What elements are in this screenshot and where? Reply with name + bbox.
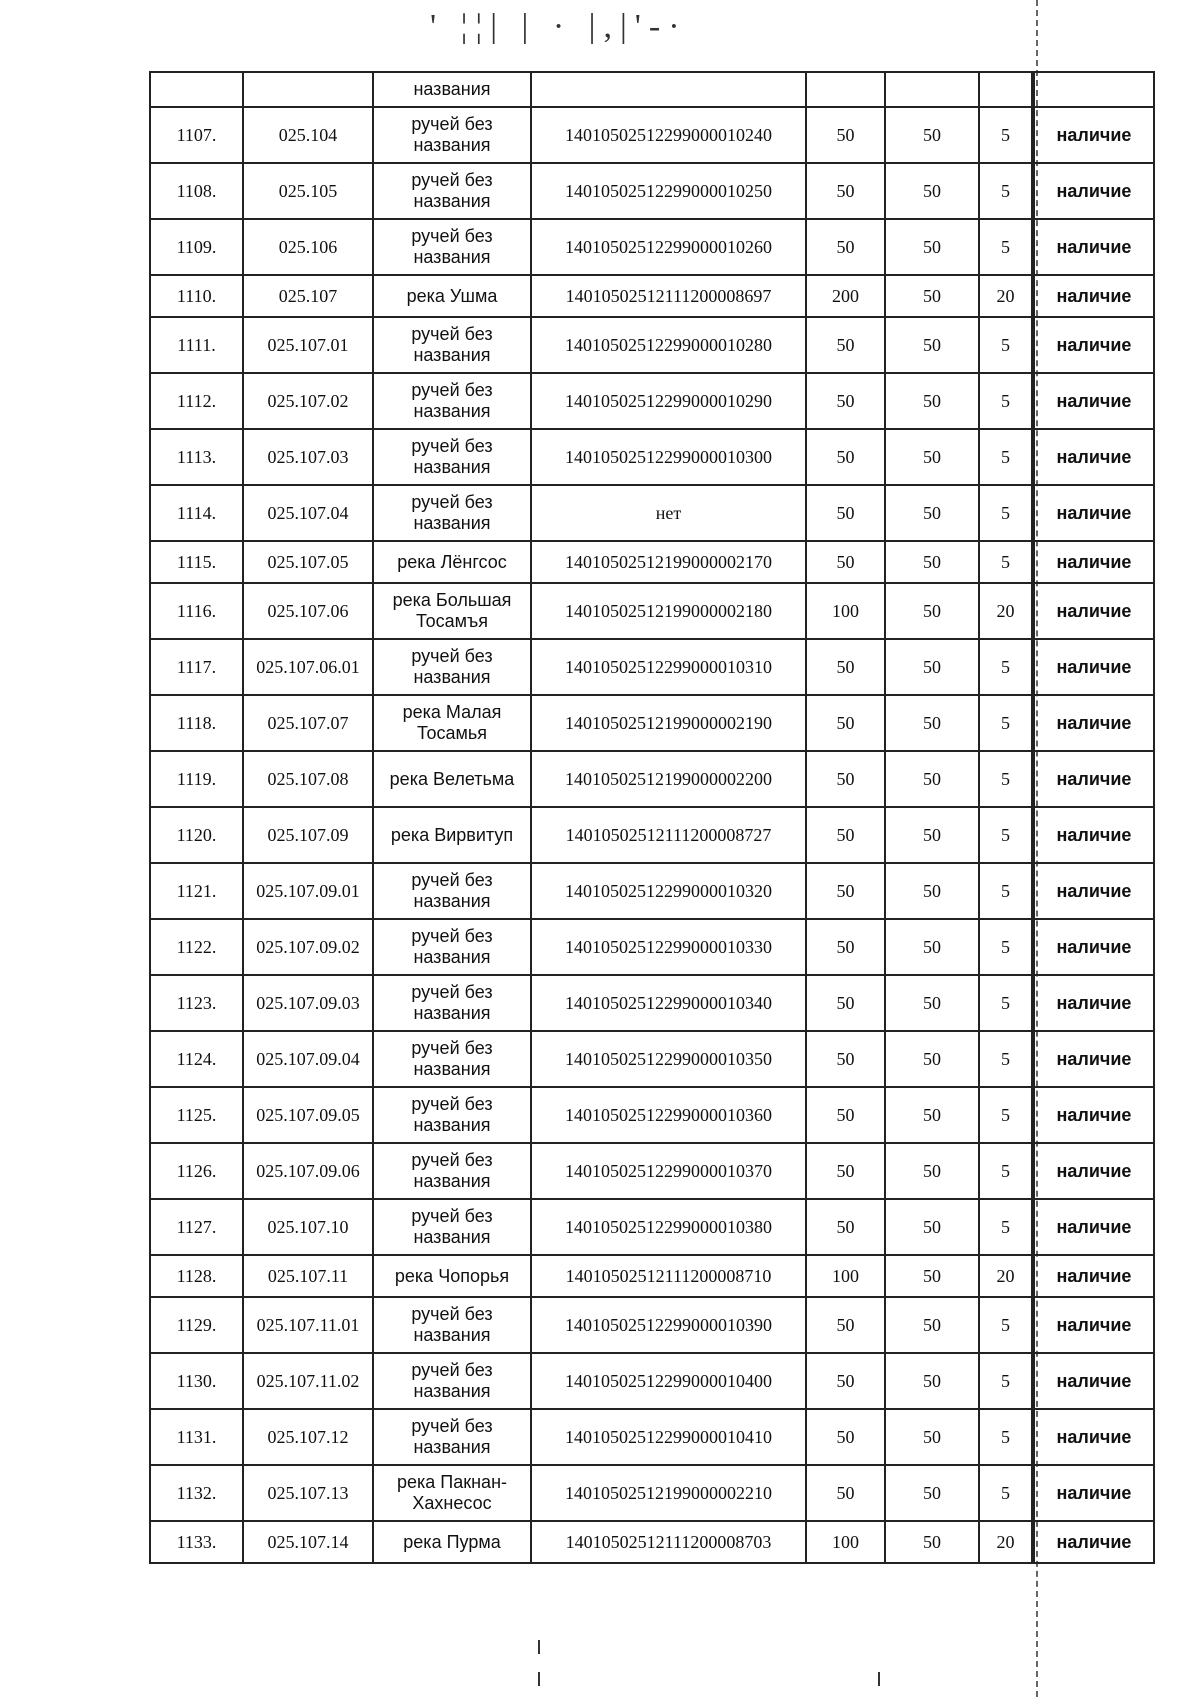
cell-id: 14010502512299000010340 xyxy=(531,975,806,1031)
cell-id: 14010502512299000010260 xyxy=(531,219,806,275)
cell-number: 1112. xyxy=(150,373,243,429)
table-row-continued xyxy=(150,72,1154,107)
cell-code: 025.107.06 xyxy=(243,583,373,639)
cell-number: 1110. xyxy=(150,275,243,317)
cell-name: река Большая Тосамъя xyxy=(373,583,531,639)
cell-value-2: 50 xyxy=(885,1465,979,1521)
cell-value-3: 5 xyxy=(979,107,1033,163)
cell-status: наличие xyxy=(1033,1255,1154,1297)
cell-code: 025.107.08 xyxy=(243,751,373,807)
cell-value-3: 20 xyxy=(979,1521,1033,1563)
cell-id: 14010502512199000002190 xyxy=(531,695,806,751)
cell-status: наличие xyxy=(1033,807,1154,863)
cell-name: река Пурма xyxy=(373,1521,531,1563)
cell-value-2: 50 xyxy=(885,695,979,751)
cell-value-2: 50 xyxy=(885,863,979,919)
cell-value-2: 50 xyxy=(885,275,979,317)
cell-number: 1123. xyxy=(150,975,243,1031)
table-row xyxy=(150,373,1154,429)
cell-number: 1129. xyxy=(150,1297,243,1353)
table-row xyxy=(150,1087,1154,1143)
cell-id: 14010502512299000010290 xyxy=(531,373,806,429)
cell-value-1: 200 xyxy=(806,275,885,317)
cell-value-1: 50 xyxy=(806,863,885,919)
cell-number: 1124. xyxy=(150,1031,243,1087)
table-row xyxy=(150,107,1154,163)
cell-name: река Пакнан-Хахнесос xyxy=(373,1465,531,1521)
cell-status: наличие xyxy=(1033,751,1154,807)
cell-name: ручей без названия xyxy=(373,1143,531,1199)
cell-value-2: 50 xyxy=(885,1255,979,1297)
cell-id: 14010502512299000010330 xyxy=(531,919,806,975)
cell-name: ручей без названия xyxy=(373,107,531,163)
cell-name: ручей без названия xyxy=(373,919,531,975)
cell-id: 14010502512299000010300 xyxy=(531,429,806,485)
table-row xyxy=(150,919,1154,975)
cell-status: наличие xyxy=(1033,1353,1154,1409)
cell-value-1: 50 xyxy=(806,1353,885,1409)
cell-value-3: 5 xyxy=(979,695,1033,751)
cell-value-3: 5 xyxy=(979,807,1033,863)
cell-status: наличие xyxy=(1033,485,1154,541)
cell-number: 1121. xyxy=(150,863,243,919)
cell-status: наличие xyxy=(1033,1143,1154,1199)
cell-value-2: 50 xyxy=(885,1031,979,1087)
cell-value-2: 50 xyxy=(885,1521,979,1563)
cell-value-2: 50 xyxy=(885,583,979,639)
cell-number: 1116. xyxy=(150,583,243,639)
cell-status: наличие xyxy=(1033,1031,1154,1087)
cell-status: наличие xyxy=(1033,639,1154,695)
cell-value-2: 50 xyxy=(885,751,979,807)
cell-value-3: 5 xyxy=(979,1409,1033,1465)
cell-value-2: 50 xyxy=(885,1409,979,1465)
cell-number: 1133. xyxy=(150,1521,243,1563)
cell-code: 025.107 xyxy=(243,275,373,317)
cell-value-2: 50 xyxy=(885,163,979,219)
cell-value-3: 5 xyxy=(979,541,1033,583)
cell-code: 025.107.11.02 xyxy=(243,1353,373,1409)
table-row xyxy=(150,1465,1154,1521)
cell-name: ручей без названия xyxy=(373,163,531,219)
cell-value-1: 100 xyxy=(806,1255,885,1297)
cell-value-3: 5 xyxy=(979,317,1033,373)
cell-id: 14010502512299000010310 xyxy=(531,639,806,695)
cell-code: 025.104 xyxy=(243,107,373,163)
cell-value-1: 50 xyxy=(806,1199,885,1255)
cell-status: наличие xyxy=(1033,541,1154,583)
cell-name: ручей без названия xyxy=(373,1353,531,1409)
cell-name: река Вирвитуп xyxy=(373,807,531,863)
cell-number: 1111. xyxy=(150,317,243,373)
table-row xyxy=(150,1297,1154,1353)
cell-value-3 xyxy=(979,72,1033,107)
table-body xyxy=(150,72,1154,1563)
cell-number: 1114. xyxy=(150,485,243,541)
cell-value-1: 50 xyxy=(806,373,885,429)
cell-number: 1122. xyxy=(150,919,243,975)
cell-name: ручей без названия xyxy=(373,219,531,275)
cell-code xyxy=(243,72,373,107)
cell-value-1: 50 xyxy=(806,1465,885,1521)
cell-value-3: 5 xyxy=(979,373,1033,429)
cell-value-3: 20 xyxy=(979,1255,1033,1297)
table-row xyxy=(150,1409,1154,1465)
cell-name: ручей без названия xyxy=(373,639,531,695)
cell-value-1: 50 xyxy=(806,639,885,695)
cell-name: ручей без названия xyxy=(373,1087,531,1143)
cell-name: ручей без названия xyxy=(373,1409,531,1465)
cell-code: 025.107.01 xyxy=(243,317,373,373)
cell-value-1: 50 xyxy=(806,1031,885,1087)
cell-id: 14010502512299000010240 xyxy=(531,107,806,163)
cell-name: ручей без названия xyxy=(373,863,531,919)
cell-code: 025.107.11 xyxy=(243,1255,373,1297)
cell-value-2: 50 xyxy=(885,1353,979,1409)
cell-value-2: 50 xyxy=(885,485,979,541)
cell-number: 1125. xyxy=(150,1087,243,1143)
cell-name: ручей без названия xyxy=(373,373,531,429)
cell-status: наличие xyxy=(1033,863,1154,919)
cell-value-2: 50 xyxy=(885,1087,979,1143)
scan-mark xyxy=(538,1672,540,1686)
cell-value-1 xyxy=(806,72,885,107)
cell-name: река Лёнгсос xyxy=(373,541,531,583)
table-row xyxy=(150,317,1154,373)
cell-code: 025.107.10 xyxy=(243,1199,373,1255)
table-row xyxy=(150,219,1154,275)
cell-code: 025.107.07 xyxy=(243,695,373,751)
cell-value-3: 5 xyxy=(979,1199,1033,1255)
cell-value-3: 5 xyxy=(979,163,1033,219)
cell-id: 14010502512299000010250 xyxy=(531,163,806,219)
scan-mark xyxy=(878,1672,880,1686)
cell-value-1: 50 xyxy=(806,975,885,1031)
cell-code: 025.107.14 xyxy=(243,1521,373,1563)
cell-value-1: 50 xyxy=(806,751,885,807)
cell-code: 025.107.09.03 xyxy=(243,975,373,1031)
cell-status: наличие xyxy=(1033,163,1154,219)
cell-value-1: 50 xyxy=(806,163,885,219)
cell-value-1: 100 xyxy=(806,1521,885,1563)
cell-number: 1126. xyxy=(150,1143,243,1199)
cell-value-3: 5 xyxy=(979,639,1033,695)
cell-code: 025.107.09 xyxy=(243,807,373,863)
cell-value-3: 5 xyxy=(979,219,1033,275)
cell-code: 025.107.12 xyxy=(243,1409,373,1465)
cell-name: ручей без названия xyxy=(373,317,531,373)
cell-value-3: 5 xyxy=(979,863,1033,919)
cell-value-3: 5 xyxy=(979,1353,1033,1409)
cell-value-2: 50 xyxy=(885,919,979,975)
cell-number xyxy=(150,72,243,107)
cell-id: 14010502512299000010400 xyxy=(531,1353,806,1409)
cell-status: наличие xyxy=(1033,695,1154,751)
table-row xyxy=(150,1143,1154,1199)
cell-value-2: 50 xyxy=(885,639,979,695)
cell-code: 025.107.09.06 xyxy=(243,1143,373,1199)
cell-value-2: 50 xyxy=(885,1199,979,1255)
cell-status: наличие xyxy=(1033,275,1154,317)
cell-value-3: 5 xyxy=(979,485,1033,541)
cell-name: ручей без названия xyxy=(373,1199,531,1255)
cell-value-3: 5 xyxy=(979,751,1033,807)
cell-name: ручей без названия xyxy=(373,485,531,541)
cell-id: 14010502512199000002200 xyxy=(531,751,806,807)
cell-value-3: 20 xyxy=(979,275,1033,317)
cell-id: 14010502512111200008703 xyxy=(531,1521,806,1563)
table-row xyxy=(150,485,1154,541)
cell-status: наличие xyxy=(1033,1087,1154,1143)
cell-id: 14010502512111200008727 xyxy=(531,807,806,863)
cell-id: 14010502512111200008710 xyxy=(531,1255,806,1297)
cell-status: наличие xyxy=(1033,919,1154,975)
table-row xyxy=(150,1521,1154,1563)
cell-value-2: 50 xyxy=(885,807,979,863)
cell-number: 1128. xyxy=(150,1255,243,1297)
cell-id: 14010502512299000010280 xyxy=(531,317,806,373)
cell-code: 025.107.09.05 xyxy=(243,1087,373,1143)
cell-value-1: 50 xyxy=(806,695,885,751)
cell-value-2: 50 xyxy=(885,1143,979,1199)
scan-header-fragment: ' ¦¦| | · |,|'-· xyxy=(430,8,688,45)
cell-name: река Малая Тосамья xyxy=(373,695,531,751)
cell-code: 025.107.06.01 xyxy=(243,639,373,695)
cell-name: ручей без названия xyxy=(373,429,531,485)
cell-id: 14010502512299000010410 xyxy=(531,1409,806,1465)
cell-number: 1132. xyxy=(150,1465,243,1521)
cell-number: 1107. xyxy=(150,107,243,163)
cell-name: ручей без названия xyxy=(373,975,531,1031)
cell-status: наличие xyxy=(1033,1297,1154,1353)
cell-number: 1109. xyxy=(150,219,243,275)
cell-value-1: 50 xyxy=(806,1409,885,1465)
cell-value-3: 5 xyxy=(979,1465,1033,1521)
table-row xyxy=(150,275,1154,317)
cell-value-1: 50 xyxy=(806,219,885,275)
table-row xyxy=(150,695,1154,751)
scan-mark xyxy=(538,1640,540,1654)
cell-value-2: 50 xyxy=(885,429,979,485)
cell-id: 14010502512299000010350 xyxy=(531,1031,806,1087)
cell-value-3: 5 xyxy=(979,975,1033,1031)
cell-value-3: 5 xyxy=(979,429,1033,485)
cell-name: ручей без названия xyxy=(373,1297,531,1353)
table-row xyxy=(150,975,1154,1031)
cell-value-1: 50 xyxy=(806,807,885,863)
cell-value-1: 50 xyxy=(806,1297,885,1353)
table-row xyxy=(150,807,1154,863)
cell-value-1: 50 xyxy=(806,1143,885,1199)
cell-value-1: 50 xyxy=(806,1087,885,1143)
cell-number: 1120. xyxy=(150,807,243,863)
cell-status: наличие xyxy=(1033,583,1154,639)
cell-number: 1119. xyxy=(150,751,243,807)
cell-id: 14010502512299000010390 xyxy=(531,1297,806,1353)
cell-number: 1130. xyxy=(150,1353,243,1409)
cell-number: 1108. xyxy=(150,163,243,219)
water-objects-table xyxy=(149,71,1155,1564)
cell-status: наличие xyxy=(1033,429,1154,485)
cell-value-3: 5 xyxy=(979,1143,1033,1199)
cell-name: река Ушма xyxy=(373,275,531,317)
cell-code: 025.105 xyxy=(243,163,373,219)
cell-id: 14010502512299000010360 xyxy=(531,1087,806,1143)
cell-code: 025.107.09.04 xyxy=(243,1031,373,1087)
cell-value-2: 50 xyxy=(885,975,979,1031)
cell-id xyxy=(531,72,806,107)
cell-status: наличие xyxy=(1033,1409,1154,1465)
cell-status xyxy=(1033,72,1154,107)
cell-name: названия xyxy=(373,72,531,107)
cell-status: наличие xyxy=(1033,373,1154,429)
cell-value-2: 50 xyxy=(885,219,979,275)
table-row xyxy=(150,1031,1154,1087)
cell-code: 025.107.05 xyxy=(243,541,373,583)
table-row xyxy=(150,429,1154,485)
table-row xyxy=(150,1199,1154,1255)
cell-value-1: 100 xyxy=(806,583,885,639)
cell-number: 1118. xyxy=(150,695,243,751)
cell-value-1: 50 xyxy=(806,541,885,583)
table-row xyxy=(150,639,1154,695)
cell-value-3: 5 xyxy=(979,919,1033,975)
cell-id: 14010502512199000002170 xyxy=(531,541,806,583)
table-row xyxy=(150,863,1154,919)
cell-name: река Чопорья xyxy=(373,1255,531,1297)
cell-value-1: 50 xyxy=(806,317,885,373)
cell-status: наличие xyxy=(1033,975,1154,1031)
cell-status: наличие xyxy=(1033,1465,1154,1521)
cell-value-2: 50 xyxy=(885,317,979,373)
cell-id: 14010502512199000002180 xyxy=(531,583,806,639)
cell-value-2: 50 xyxy=(885,541,979,583)
cell-code: 025.107.13 xyxy=(243,1465,373,1521)
cell-status: наличие xyxy=(1033,1521,1154,1563)
table-row xyxy=(150,751,1154,807)
cell-code: 025.107.09.01 xyxy=(243,863,373,919)
cell-number: 1117. xyxy=(150,639,243,695)
cell-number: 1115. xyxy=(150,541,243,583)
table-row xyxy=(150,583,1154,639)
cell-name: ручей без названия xyxy=(373,1031,531,1087)
cell-code: 025.106 xyxy=(243,219,373,275)
cell-id: 14010502512299000010380 xyxy=(531,1199,806,1255)
cell-number: 1131. xyxy=(150,1409,243,1465)
cell-value-2: 50 xyxy=(885,1297,979,1353)
cell-id: 14010502512299000010370 xyxy=(531,1143,806,1199)
cell-code: 025.107.03 xyxy=(243,429,373,485)
cell-value-2: 50 xyxy=(885,373,979,429)
cell-value-3: 5 xyxy=(979,1031,1033,1087)
cell-id: нет xyxy=(531,485,806,541)
cell-status: наличие xyxy=(1033,219,1154,275)
cell-value-1: 50 xyxy=(806,919,885,975)
cell-number: 1127. xyxy=(150,1199,243,1255)
cell-code: 025.107.04 xyxy=(243,485,373,541)
table-row xyxy=(150,163,1154,219)
cell-id: 14010502512299000010320 xyxy=(531,863,806,919)
cell-code: 025.107.02 xyxy=(243,373,373,429)
table-row xyxy=(150,541,1154,583)
table-row xyxy=(150,1255,1154,1297)
cell-value-3: 5 xyxy=(979,1087,1033,1143)
cell-number: 1113. xyxy=(150,429,243,485)
cell-code: 025.107.09.02 xyxy=(243,919,373,975)
cell-code: 025.107.11.01 xyxy=(243,1297,373,1353)
cell-value-1: 50 xyxy=(806,485,885,541)
cell-status: наличие xyxy=(1033,317,1154,373)
cell-status: наличие xyxy=(1033,107,1154,163)
cell-id: 14010502512111200008697 xyxy=(531,275,806,317)
table-row xyxy=(150,1353,1154,1409)
cell-value-2: 50 xyxy=(885,107,979,163)
cell-value-3: 5 xyxy=(979,1297,1033,1353)
cell-name: река Велетьма xyxy=(373,751,531,807)
cell-value-1: 50 xyxy=(806,107,885,163)
cell-value-2 xyxy=(885,72,979,107)
cell-id: 14010502512199000002210 xyxy=(531,1465,806,1521)
cell-status: наличие xyxy=(1033,1199,1154,1255)
cell-value-3: 20 xyxy=(979,583,1033,639)
cell-value-1: 50 xyxy=(806,429,885,485)
